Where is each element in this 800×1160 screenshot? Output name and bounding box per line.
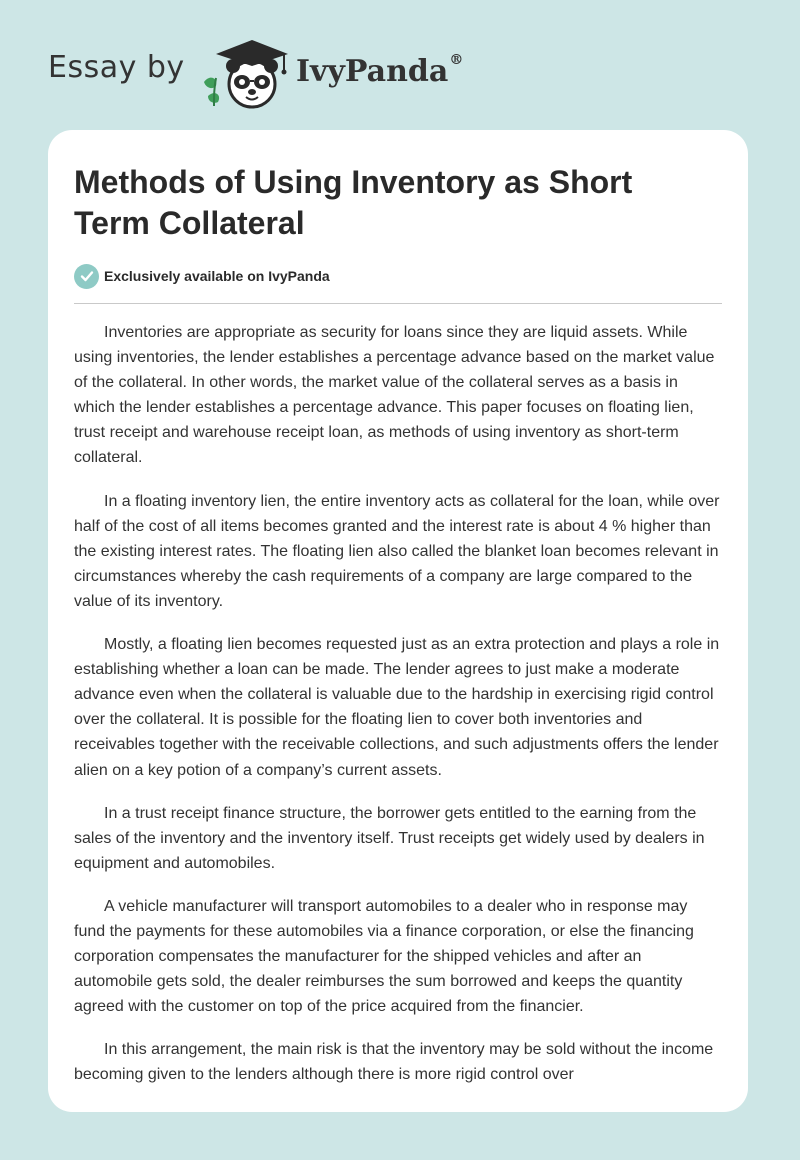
site-header — [0, 0, 800, 130]
essay-paragraph: A vehicle manufacturer will transport automobiles to a dealer who in response may fund the payments for these automobiles via a finance corporation, or else the financing corporation compensates the manufacturer for the shipped vehicles and after an automobile gets sold, the dealer reimburses the sum borrowed and keeps the quantity agreed with the customer on top of the price acquired from the financier. — [74, 897, 694, 1016]
checkmark-icon — [74, 264, 99, 289]
essay-paragraph: Inventories are appropriate as security for loans since they are liquid assets. While using inventories, the lender establishes a percentage advance based on the market value of the collateral. In other words, the market value of the collateral serves as a basis in which the lender establishes a percentage advance. This paper focuses on floating lien, trust receipt and warehouse receipt loan, as methods of using inventory as short-term collateral. — [74, 324, 715, 467]
ivypanda-logo[interactable] — [200, 34, 292, 110]
brand-name-text: IvyPanda — [296, 54, 449, 89]
essay-by-label: Essay by — [48, 50, 185, 85]
essay-card — [48, 130, 748, 1112]
essay-paragraph: In this arrangement, the main risk is that the inventory may be sold without the income becoming given to the lenders although there is more rigid control over — [74, 1041, 714, 1084]
exclusive-badge-label: Exclusively available on IvyPanda — [104, 268, 330, 284]
essay-paragraph: Mostly, a floating lien becomes requested just as an extra protection and plays a role in establishing whether a loan can be made. The lender agrees to just make a moderate advance even when the collateral is valuable due to the hardship in exercising rigid control over the collateral. It is possible for the floating lien to cover both inventories and receivables together with the receivable collections, and such adjustments offers the lender alien on a key potion of a company’s current assets. — [74, 636, 720, 779]
registered-mark: ® — [449, 52, 464, 68]
essay-paragraph: In a floating inventory lien, the entire inventory acts as collateral for the loan, while over half of the cost of all items becomes granted and the interest rate is about 4 % higher than the existing interest rates. The floating lien also called the blanket loan becomes relevant in circumstances whereby the cash requirements of a company are large compared to the value of its inventory. — [74, 492, 720, 610]
essay-body — [74, 320, 722, 1106]
essay-paragraph: In a trust receipt finance structure, the borrower gets entitled to the earning from the sales of the inventory and the inventory itself. Trust receipts get widely used by dealers in equipment and automobiles. — [74, 804, 705, 872]
brand-name[interactable] — [296, 54, 463, 89]
panda-mascot-icon — [200, 34, 292, 110]
exclusive-badge — [74, 262, 330, 290]
title-divider — [74, 303, 722, 304]
essay-title: Methods of Using Inventory as Short Term Collateral — [74, 164, 633, 241]
